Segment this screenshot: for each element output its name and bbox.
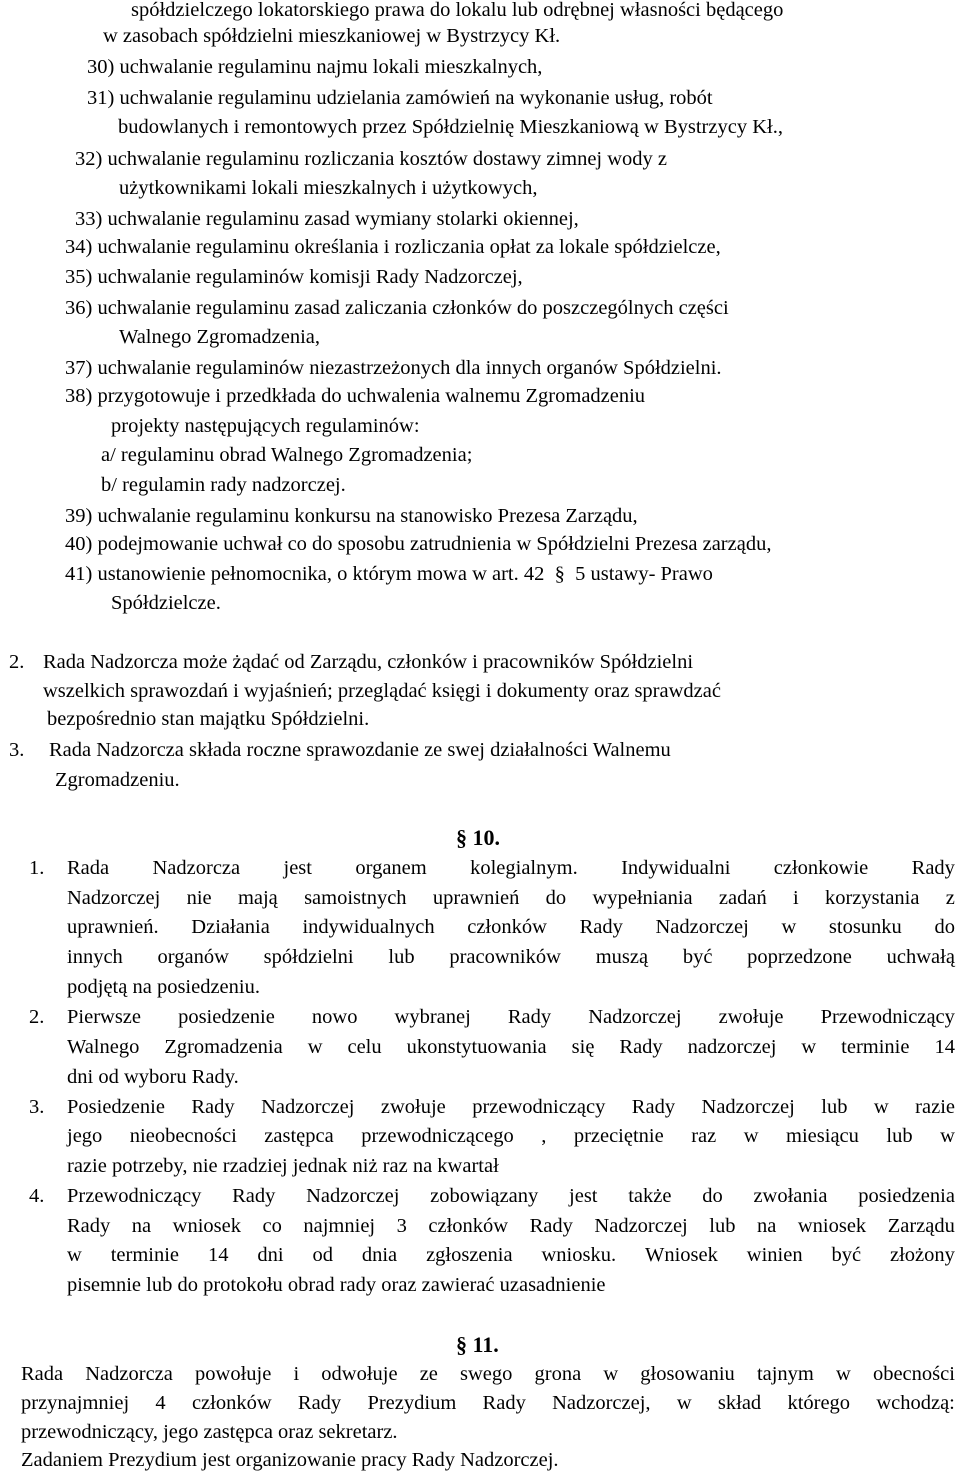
word: w <box>676 1392 692 1414</box>
word: zwołania <box>753 1185 828 1207</box>
word: terminie <box>110 1244 180 1266</box>
section-number: 11. <box>472 1332 499 1357</box>
word: powołuje <box>195 1363 272 1385</box>
word: zobowiązany <box>430 1185 539 1207</box>
word: swego <box>460 1363 513 1385</box>
word: Posiedzenie <box>67 1096 165 1118</box>
word: posiedzenia <box>858 1185 955 1207</box>
list-item-41 <box>65 560 713 589</box>
word: członkowie <box>773 857 869 879</box>
justified-line <box>21 1360 955 1389</box>
justified-line <box>67 854 955 883</box>
word: Rada <box>67 857 110 879</box>
list-item-36: 36) uchwalanie regulaminu zasad zaliczania członków do poszczególnych części <box>65 297 729 319</box>
paragraph-line: Rada Nadzorcza składa roczne sprawozdanie ze swej działalności Walnemu <box>49 739 671 761</box>
word: wybranej <box>394 1006 471 1028</box>
justified-line <box>67 1212 955 1241</box>
word: Nadzorczej <box>588 1006 682 1028</box>
justified-line <box>67 1122 955 1151</box>
word: Rady <box>631 1096 676 1118</box>
word: którego <box>787 1392 851 1414</box>
list-item-32: 32) uchwalanie regulaminu rozliczania kosztów dostawy zimnej wody z <box>75 148 668 170</box>
word: nowo <box>311 1006 358 1028</box>
list-item-34: 34) uchwalanie regulaminu określania i rozliczania opłat za lokale spółdzielcze, <box>65 236 721 258</box>
word: Rady <box>529 1215 573 1237</box>
paragraph-number: 3. <box>9 739 25 761</box>
word: na <box>131 1215 152 1237</box>
word: korzystania <box>824 887 920 909</box>
word: zastępca <box>264 1125 334 1147</box>
word: Rady <box>507 1006 552 1028</box>
word: innych <box>67 946 123 968</box>
word: do <box>934 916 955 938</box>
word: zwołuje <box>380 1096 446 1118</box>
word: do <box>702 1185 723 1207</box>
paragraph-line: pisemnie lub do protokołu obrad rady oraz zawierać uzasadnienie <box>67 1274 606 1296</box>
paragraph-line: Zadaniem Prezydium jest organizowanie pracy Rady Nadzorczej. <box>21 1449 559 1471</box>
word: mają <box>237 887 278 909</box>
word: w <box>873 1096 889 1118</box>
word: wniosek <box>797 1215 867 1237</box>
word: Zarządu <box>887 1215 955 1237</box>
word: skład <box>717 1392 762 1414</box>
word: organów <box>157 946 229 968</box>
word: Pierwsze <box>67 1006 142 1028</box>
word: uprawnień. <box>67 916 159 938</box>
word: organem <box>355 857 427 879</box>
list-item-33: 33) uchwalanie regulaminu zasad wymiany stolarki okiennej, <box>75 208 579 230</box>
word: Przewodniczący <box>820 1006 955 1028</box>
list-item-30: 30) uchwalanie regulaminu najmu lokali mieszkalnych, <box>87 56 543 78</box>
word: 14 <box>934 1036 955 1058</box>
justified-line <box>67 1241 955 1270</box>
word: lub <box>388 946 415 968</box>
word: w <box>801 1036 817 1058</box>
word: Nadzorczej <box>261 1096 355 1118</box>
word: dni <box>257 1244 284 1266</box>
justified-line <box>67 1003 955 1032</box>
word: lub <box>886 1125 913 1147</box>
paragraph-line: dni od wyboru Rady. <box>67 1066 239 1088</box>
justified-line <box>67 884 955 913</box>
word: jest <box>283 857 312 879</box>
paragraph-line: bezpośrednio stan majątku Spółdzielni. <box>47 708 370 730</box>
word: kolegialnym. <box>470 857 578 879</box>
justified-line <box>21 1389 955 1418</box>
word: Nadzorczej <box>67 887 161 909</box>
word: tajnym <box>756 1363 814 1385</box>
paragraph-line: Rada Nadzorcza może żądać od Zarządu, członków i pracowników Spółdzielni <box>43 651 694 673</box>
list-item-41-text-end: 5 ustawy- Prawo <box>575 563 713 585</box>
word: odwołuje <box>321 1363 398 1385</box>
word: Rady <box>619 1036 663 1058</box>
word: wchodzą: <box>876 1392 955 1414</box>
word: muszą <box>595 946 649 968</box>
word: być <box>831 1244 862 1266</box>
word: członków <box>191 1392 272 1414</box>
word: w <box>940 1125 955 1147</box>
item-number: 1. <box>29 857 45 879</box>
word: celu <box>347 1036 382 1058</box>
word: Prezydium <box>367 1392 457 1414</box>
paragraph-line: przewodniczący, jego zastępca oraz sekretarz. <box>21 1421 398 1443</box>
sublist-item-a: a/ regulaminu obrad Walnego Zgromadzenia; <box>101 444 473 466</box>
list-line: spółdzielczego lokatorskiego prawa do lokalu lub odrębnej własności będącego <box>131 0 784 21</box>
word: Indywidualni <box>621 857 731 879</box>
paragraph-number: 2. <box>9 651 25 673</box>
list-line: w zasobach spółdzielni mieszkaniowej w Bystrzycy Kł. <box>103 25 561 47</box>
item-number: 2. <box>29 1006 45 1028</box>
word: najmniej <box>303 1215 376 1237</box>
word: Nadzorczej <box>655 916 749 938</box>
word: Rady <box>297 1392 342 1414</box>
word: przeciętnie <box>573 1125 664 1147</box>
word: obecności <box>872 1363 955 1385</box>
word: zadań <box>718 887 767 909</box>
list-item-41-text: 41) ustanowienie pełnomocnika, o którym mowa w art. 42 <box>65 563 545 585</box>
word: dnia <box>361 1244 398 1266</box>
word: 14 <box>207 1244 229 1266</box>
section-sign-icon: § <box>456 825 473 850</box>
word: w <box>603 1363 619 1385</box>
word: Nadzorczej, <box>552 1392 651 1414</box>
word: Walnego <box>67 1036 140 1058</box>
word: spółdzielni <box>263 946 354 968</box>
word: z <box>945 887 955 909</box>
word: i <box>293 1363 300 1385</box>
word: Nadzorczej <box>306 1185 400 1207</box>
word: w <box>307 1036 323 1058</box>
word: miesiącu <box>786 1125 859 1147</box>
list-item-35: 35) uchwalanie regulaminów komisji Rady Nadzorczej, <box>65 266 523 288</box>
word: stosunku <box>828 916 902 938</box>
word: zgłoszenia <box>426 1244 513 1266</box>
word: w <box>67 1244 82 1266</box>
list-item-37: 37) uchwalanie regulaminów niezastrzeżonych dla innych organów Spółdzielni. <box>65 357 722 379</box>
word: członków <box>467 916 547 938</box>
word: Rady <box>579 916 623 938</box>
word: jego <box>67 1125 103 1147</box>
word: raz <box>691 1125 717 1147</box>
list-item-39: 39) uchwalanie regulaminu konkursu na stanowisko Prezesa Zarządu, <box>65 505 638 527</box>
word: w <box>743 1125 759 1147</box>
word: uchwałą <box>886 946 955 968</box>
word: ze <box>419 1363 438 1385</box>
justified-line <box>67 1033 955 1062</box>
word: terminie <box>841 1036 910 1058</box>
word: Zgromadzenia <box>164 1036 283 1058</box>
word: Rady <box>911 857 955 879</box>
word: Działania <box>191 916 270 938</box>
word: przewodniczący <box>472 1096 606 1118</box>
word: członków <box>428 1215 509 1237</box>
word: Rady <box>232 1185 276 1207</box>
list-item-38: 38) przygotowuje i przedkłada do uchwalenia walnemu Zgromadzeniu <box>65 385 646 407</box>
paragraph-line: razie potrzeby, nie rzadziej jednak niż raz na kwartał <box>67 1155 499 1177</box>
word: winien <box>746 1244 803 1266</box>
word: głosowaniu <box>640 1363 735 1385</box>
word: także <box>628 1185 672 1207</box>
justified-line <box>67 943 955 972</box>
list-line: Walnego Zgromadzenia, <box>119 326 320 348</box>
item-number: 3. <box>29 1096 45 1118</box>
word: być <box>682 946 713 968</box>
word: nie <box>186 887 212 909</box>
word: przewodniczącego <box>361 1125 514 1147</box>
paragraph-line: wszelkich sprawozdań i wyjaśnień; przeglądać księgi i dokumenty oraz sprawdzać <box>43 680 721 702</box>
word: do <box>545 887 567 909</box>
section-heading <box>456 823 500 852</box>
section-heading <box>456 1330 499 1359</box>
word: lub <box>709 1215 736 1237</box>
word: lub <box>821 1096 848 1118</box>
list-line: projekty następujących regulaminów: <box>111 415 420 437</box>
list-line: Spółdzielcze. <box>111 592 221 614</box>
list-line: użytkownikami lokali mieszkalnych i użytkowych, <box>119 177 538 199</box>
word: poprzedzone <box>747 946 852 968</box>
word: co <box>262 1215 282 1237</box>
word: wypełniania <box>592 887 693 909</box>
word: 4 <box>155 1392 166 1414</box>
word: zwołuje <box>718 1006 784 1028</box>
word: od <box>312 1244 333 1266</box>
justified-line <box>67 1093 955 1122</box>
list-item-40: 40) podejmowanie uchwał co do sposobu zatrudnienia w Spółdzielni Prezesa zarządu, <box>65 533 772 555</box>
word: i <box>793 887 799 909</box>
word: razie <box>915 1096 955 1118</box>
paragraph-line: Zgromadzeniu. <box>55 769 180 791</box>
word: złożony <box>890 1244 955 1266</box>
word: pracowników <box>449 946 561 968</box>
word: indywidualnych <box>302 916 435 938</box>
word: 3 <box>396 1215 407 1237</box>
word: Wniosek <box>645 1244 718 1266</box>
word: Nadzorczej <box>701 1096 795 1118</box>
section-sign-icon: § <box>456 1332 473 1357</box>
word: jest <box>569 1185 598 1207</box>
word: przynajmniej <box>21 1392 130 1414</box>
word: wniosku. <box>541 1244 617 1266</box>
word: Rady <box>482 1392 526 1414</box>
word: posiedzenie <box>178 1006 275 1028</box>
word: Przewodniczący <box>67 1185 202 1207</box>
word: Rady <box>191 1096 235 1118</box>
item-number: 4. <box>29 1185 45 1207</box>
list-line: budowlanych i remontowych przez Spółdzielnię Mieszkaniową w Bystrzycy Kł., <box>118 116 783 138</box>
word: w <box>781 916 797 938</box>
word: Nadzorcza <box>152 857 241 879</box>
word: uprawnień <box>432 887 520 909</box>
word: ukonstytuowania <box>406 1036 547 1058</box>
word: wniosek <box>172 1215 241 1237</box>
word: samoistnych <box>304 887 407 909</box>
word: Rady <box>67 1215 111 1237</box>
word: grona <box>534 1363 582 1385</box>
word: na <box>756 1215 777 1237</box>
justified-line <box>67 1182 955 1211</box>
justified-line <box>67 913 955 942</box>
word: Rada <box>21 1363 64 1385</box>
word: nieobecności <box>129 1125 237 1147</box>
list-item-31: 31) uchwalanie regulaminu udzielania zamówień na wykonanie usług, robót <box>87 87 713 109</box>
word: Nadzorcza <box>85 1363 173 1385</box>
section-number: 10. <box>472 825 500 850</box>
word: się <box>571 1036 595 1058</box>
sublist-item-b: b/ regulamin rady nadzorczej. <box>101 474 346 496</box>
paragraph-line: podjętą na posiedzeniu. <box>67 976 260 998</box>
word: w <box>836 1363 851 1385</box>
word: , <box>541 1125 547 1147</box>
word: nadzorczej <box>687 1036 777 1058</box>
word: Nadzorczej <box>594 1215 688 1237</box>
section-sign-icon: § <box>549 563 570 585</box>
